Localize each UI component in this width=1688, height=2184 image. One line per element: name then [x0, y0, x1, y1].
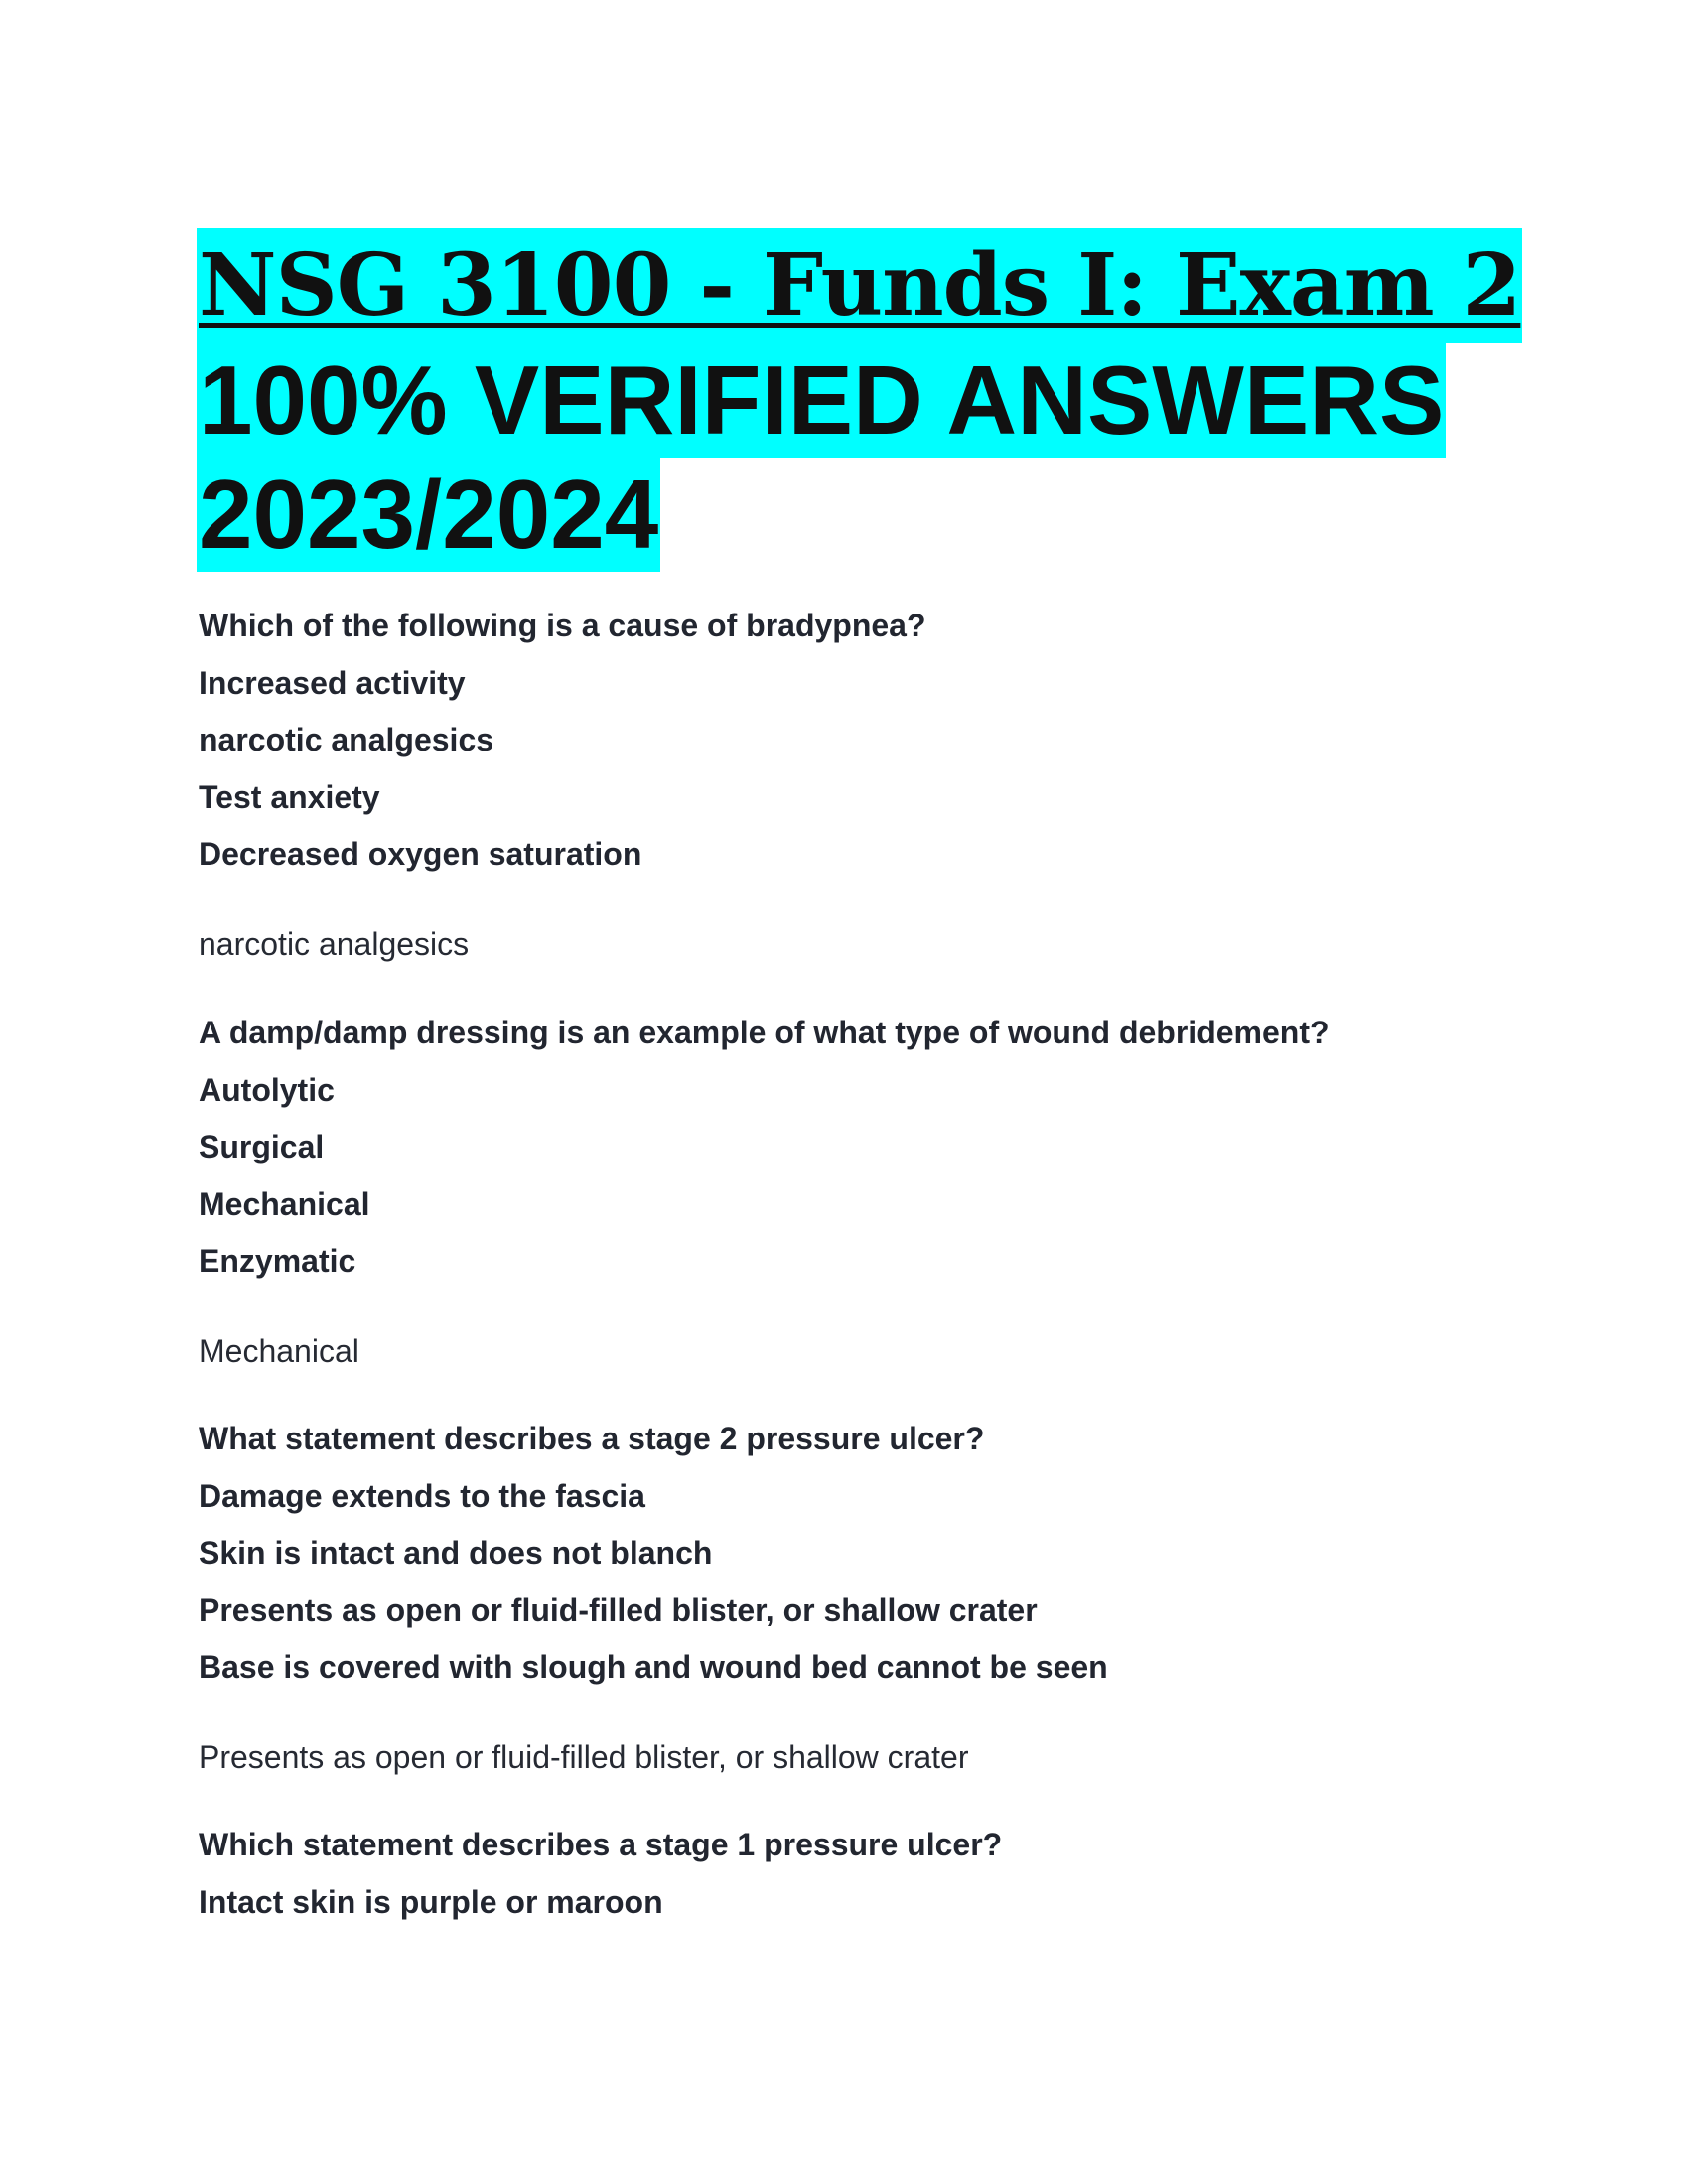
- question-text: A damp/damp dressing is an example of what type of wound debridement?: [199, 1015, 1330, 1050]
- option-item: Enzymatic: [199, 1243, 356, 1279]
- question-block-1: [199, 598, 1489, 973]
- question-text: What statement describes a stage 2 pressure ulcer?: [199, 1421, 985, 1456]
- question-block-4: [199, 1817, 1489, 1931]
- title-course-line: NSG 3100 - Funds I: Exam 2: [197, 228, 1522, 343]
- option-item: Intact skin is purple or maroon: [199, 1883, 663, 1920]
- question-text: Which of the following is a cause of bradypnea?: [199, 608, 926, 643]
- answer-text: Presents as open or fluid-filled blister, or shallow crater: [199, 1738, 969, 1775]
- option-item: Autolytic: [199, 1071, 335, 1108]
- option-item: Test anxiety: [199, 778, 380, 815]
- answer-text: Mechanical: [199, 1332, 359, 1369]
- question-block-3: [199, 1411, 1489, 1786]
- option-item: Decreased oxygen saturation: [199, 836, 642, 872]
- option-item: Base is covered with slough and wound bed cannot be seen: [199, 1649, 1108, 1685]
- title-year-line: 2023/2024: [197, 458, 660, 572]
- question-text: Which statement describes a stage 1 pressure ulcer?: [199, 1827, 1003, 1862]
- title-verified-line: 100% VERIFIED ANSWERS: [197, 343, 1446, 458]
- option-item: Damage extends to the fascia: [199, 1477, 645, 1514]
- question-block-2: [199, 1005, 1489, 1380]
- option-item: Surgical: [199, 1129, 325, 1164]
- answer-text: narcotic analgesics: [199, 925, 470, 962]
- option-item: narcotic analgesics: [199, 722, 494, 757]
- option-item: Skin is intact and does not blanch: [199, 1535, 713, 1570]
- document-title: [197, 228, 1521, 572]
- option-item: Mechanical: [199, 1185, 370, 1222]
- option-item: Increased activity: [199, 664, 466, 701]
- option-item: Presents as open or fluid-filled blister, or shallow crater: [199, 1591, 1038, 1628]
